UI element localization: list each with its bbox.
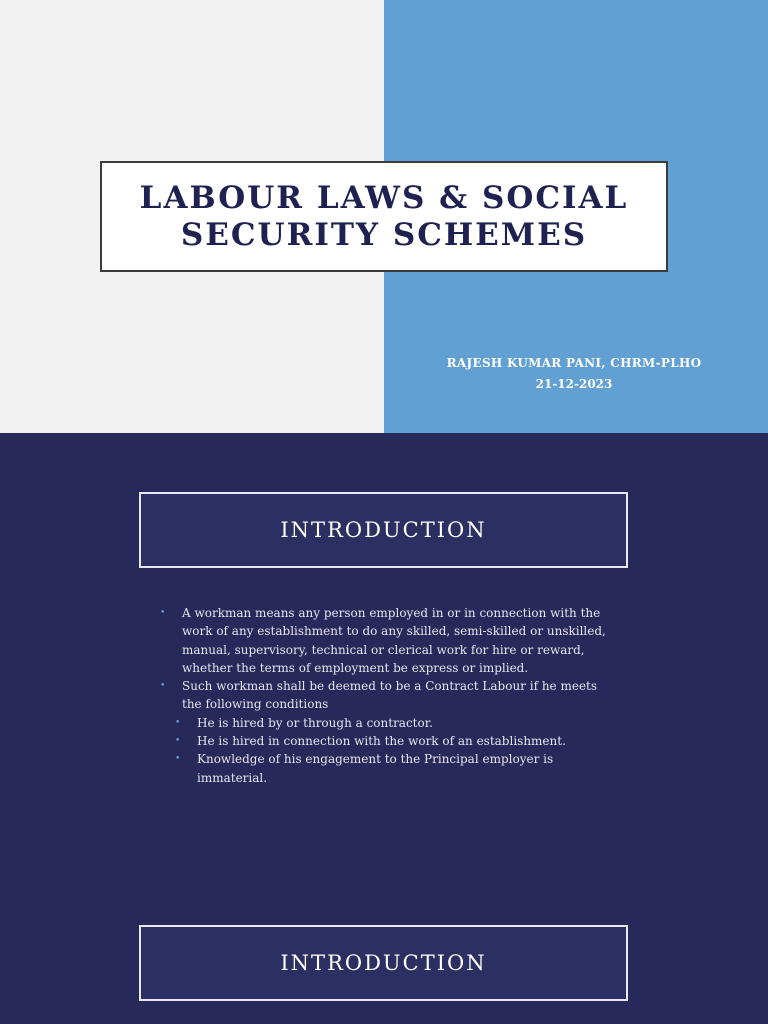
bullet-line: Such workman shall be deemed to be a Contract Labour if he meets: [182, 679, 598, 694]
bullet-dot-icon: •: [160, 681, 166, 692]
slide-heading-box: [139, 925, 628, 1001]
bullet-item: [158, 677, 628, 714]
bullet-line: whether the terms of employment be express or implied.: [182, 660, 529, 675]
bullet-line: He is hired by or through a contractor.: [197, 715, 433, 730]
bullet-dot-icon: •: [175, 717, 181, 728]
bullet-line: Knowledge of his engagement to the Principal employer is: [197, 752, 554, 767]
bullet-item: [158, 604, 628, 677]
bullet-dot-icon: •: [175, 736, 181, 747]
title-line-2: SECURITY SCHEMES: [180, 216, 588, 253]
bullet-line: immaterial.: [197, 770, 268, 785]
bullet-line: He is hired in connection with the work of an establishment.: [197, 734, 566, 749]
sub-bullet-item: [158, 732, 628, 750]
bullet-dot-icon: •: [175, 754, 181, 765]
introduction-slide: [0, 433, 768, 873]
title-slide: [0, 0, 768, 433]
presentation-date: 21-12-2023: [535, 377, 613, 391]
slide-heading: INTRODUCTION: [280, 951, 487, 975]
title-line-1: LABOUR LAWS & SOCIAL: [139, 179, 629, 216]
title-box: [100, 161, 668, 272]
slide-heading-box: [139, 492, 628, 568]
bullet-line: the following conditions: [182, 697, 329, 712]
bullet-dot-icon: •: [160, 608, 166, 618]
bullet-line: manual, supervisory, technical or clerical work for hire or reward,: [182, 642, 585, 657]
introduction-slide-2: [0, 873, 768, 1024]
slide-heading: INTRODUCTION: [280, 518, 487, 542]
bullet-line: work of any establishment to do any skilled, semi-skilled or unskilled,: [182, 624, 606, 639]
sub-bullet-item: [158, 714, 628, 732]
bullet-list: [158, 604, 628, 787]
bullet-line: A workman means any person employed in or in connection with the: [182, 606, 601, 620]
author-name: RAJESH KUMAR PANI, CHRM-PLHO: [446, 356, 702, 370]
sub-bullet-item: [158, 750, 628, 787]
